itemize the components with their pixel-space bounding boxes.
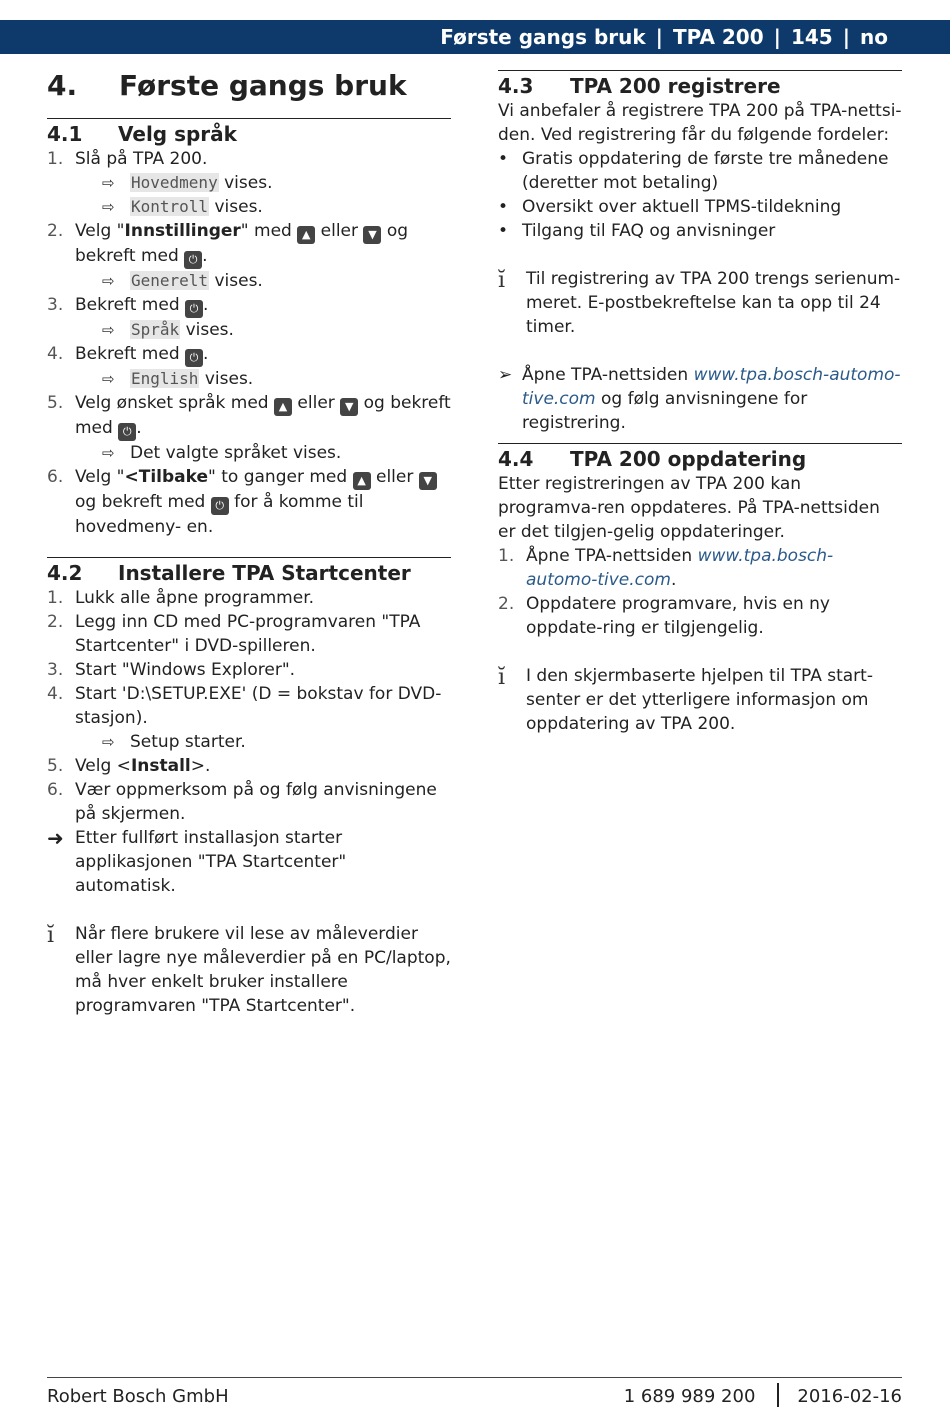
step-text: Velg <	[75, 756, 131, 776]
step-text: eller	[297, 393, 335, 413]
chapter-title-text: Første gangs bruk	[119, 69, 407, 102]
list-item: 5. Velg ønsket språk med ▲ eller ▼ og bekreft med ⏻ . ⇨ Det valgte språket vises.	[47, 393, 451, 463]
result-text: vises.	[224, 173, 273, 193]
result-line: ⇨ English vises.	[102, 369, 254, 389]
list-item: 4. Start 'D:\SETUP.EXE' (D = bokstav for DVD-stasjon). ⇨ Setup starter.	[47, 682, 451, 754]
header-product: TPA 200	[672, 25, 764, 49]
page-footer	[47, 1377, 902, 1407]
step-text: Åpne TPA-nettsiden	[526, 546, 693, 566]
up-button-icon: ▲	[297, 226, 315, 244]
website-link[interactable]: www.tpa.bosch-automo-tive.com	[526, 546, 834, 590]
result-line: ⇨ Språk vises.	[102, 320, 234, 340]
left-column	[47, 64, 451, 1018]
chapter-number: 4.	[47, 69, 78, 102]
website-link[interactable]: www.tpa.bosch-automo-tive.com	[522, 365, 901, 409]
info-note	[498, 267, 902, 339]
result-text: Det valgte språket vises.	[130, 443, 342, 463]
section-intro: Vi anbefaler å registrere TPA 200 på TPA-nettsi-den. Ved registrering får du følgende fordeler:	[498, 101, 902, 145]
down-button-icon: ▼	[363, 226, 381, 244]
step-text: .	[670, 570, 677, 590]
down-button-icon: ▼	[340, 398, 358, 416]
step-text: " med	[240, 221, 292, 241]
result-line: ⇨ Kontroll vises.	[102, 197, 263, 217]
list-item: 6. Velg "<Tilbake" to ganger med ▲ eller ▼ og bekreft med ⏻ for å komme til hovedmeny- en.	[47, 465, 451, 539]
step-text: for å komme til hovedmeny-	[75, 492, 364, 537]
screen-name: Kontroll	[131, 197, 209, 216]
step-bold: Install	[130, 756, 191, 776]
action-line: ➢ Åpne TPA-nettsiden www.tpa.bosch-automo-tive.com og følg anvisningene for registrering.	[498, 365, 901, 433]
bullet-text: Oversikt over aktuell TPMS-tildekning	[522, 197, 842, 217]
confirm-button-icon: ⏻	[184, 251, 202, 269]
result-text: vises.	[214, 271, 263, 291]
step-text: og bekreft	[363, 393, 451, 413]
section-4-1-title	[47, 118, 451, 147]
list-item: 1. Lukk alle åpne programmer.	[47, 588, 315, 608]
bullet-text: Tilgang til FAQ og anvisninger	[522, 221, 776, 241]
step-text: Lukk alle åpne programmer.	[75, 588, 315, 608]
result-text: Setup starter.	[130, 732, 246, 752]
up-button-icon: ▲	[274, 398, 292, 416]
list-item: • Gratis oppdatering de første tre månedene (deretter mot betaling)	[498, 149, 889, 193]
confirm-button-icon: ⏻	[211, 497, 229, 515]
step-text: Slå på TPA 200.	[75, 149, 208, 169]
section-4-2-title	[47, 557, 451, 586]
up-button-icon: ▲	[353, 472, 371, 490]
step-text: Velg ønsket språk med	[75, 393, 269, 413]
list-item: 3. Start "Windows Explorer".	[47, 660, 296, 680]
step-bold: Innstillinger	[124, 221, 241, 241]
section-title-text: Velg språk	[118, 122, 237, 146]
list-item: 6. Vær oppmerksom på og følg anvisningene på skjermen.	[47, 780, 437, 824]
result-line: ⇨ Generelt vises.	[102, 271, 263, 291]
result-line: ⇨ Det valgte språket vises.	[102, 443, 342, 463]
footer-company: Robert Bosch GmbH	[47, 1386, 229, 1407]
note-text: I den skjermbaserte hjelpen til TPA start-senter er det ytterligere informasjon om oppdatering av TPA 200.	[526, 666, 873, 734]
step-text: eller	[375, 467, 414, 487]
step-text: og bekreft	[75, 221, 409, 266]
language-steps	[47, 147, 451, 539]
step-text: bekreft med	[101, 492, 206, 512]
list-item: 3. Bekreft med ⏻ . ⇨ Språk vises.	[47, 293, 451, 342]
step-text: Velg "	[75, 467, 125, 487]
header-section: Første gangs bruk	[440, 25, 646, 49]
list-item: 2. Velg "Innstillinger" med ▲ eller ▼ og bekreft med ⏻ . ⇨ Generelt vises.	[47, 219, 451, 293]
screen-name: English	[131, 369, 199, 388]
step-text: Oppdatere programvare, hvis en ny oppdate-ring er tilgjengelig.	[526, 594, 830, 638]
bullet-text: Gratis oppdatering de første tre månedene (deretter mot betaling)	[522, 149, 889, 193]
list-item: 2. Legg inn CD med PC-programvaren "TPA Startcenter" i DVD-spilleren.	[47, 612, 421, 656]
section-intro: Etter registreringen av TPA 200 kan programva-ren oppdateres. På TPA-nettsiden er det tilgjen-gelig oppdateringer.	[498, 474, 880, 542]
note-text: Til registrering av TPA 200 trengs serienum-meret. E-postbekreftelse kan ta opp til 24 timer.	[526, 269, 901, 337]
update-steps	[498, 544, 902, 640]
section-title-text: TPA 200 oppdatering	[570, 447, 807, 471]
step-text: Bekreft med	[75, 344, 180, 364]
result-text: vises.	[204, 369, 254, 389]
step-text: Legg inn CD med PC-programvaren "TPA Startcenter" i DVD-spilleren.	[75, 612, 421, 656]
step-text: med	[75, 418, 113, 438]
step-text: Start 'D:\SETUP.EXE' (D = bokstav for DVD-stasjon).	[75, 684, 442, 728]
info-icon: ĭ	[47, 923, 55, 948]
screen-name: Hovedmeny	[131, 173, 218, 192]
list-item: 1. Åpne TPA-nettsiden www.tpa.bosch-automo-tive.com.	[498, 546, 834, 590]
screen-name: Språk	[131, 320, 180, 339]
info-icon: ĭ	[498, 268, 506, 293]
list-item: 4. Bekreft med ⏻ . ⇨ English vises.	[47, 342, 451, 391]
step-text: med	[140, 246, 179, 266]
result-line: ⇨ Setup starter.	[102, 732, 246, 752]
list-item: 1. Slå på TPA 200. ⇨ Hovedmeny vises. ⇨ Kontroll vises.	[47, 147, 451, 219]
screen-name: Generelt	[131, 271, 209, 290]
section-number: 4.1	[47, 122, 83, 146]
right-column	[498, 70, 902, 736]
result-line: ⇨ Hovedmeny vises.	[102, 173, 273, 193]
section-number: 4.3	[498, 74, 534, 98]
chapter-title	[47, 68, 451, 104]
step-text: og	[75, 492, 97, 512]
step-text: Start "Windows Explorer".	[75, 660, 296, 680]
list-item: 2. Oppdatere programvare, hvis en ny oppdate-ring er tilgjengelig.	[498, 594, 830, 638]
list-item: • Oversikt over aktuell TPMS-tildekning	[498, 197, 842, 217]
section-title-text: TPA 200 registrere	[570, 74, 781, 98]
list-item: 5. Velg <Install>.	[47, 756, 211, 776]
step-bold: <Tilbake	[124, 467, 209, 487]
info-icon: ĭ	[498, 665, 506, 690]
install-steps	[47, 586, 451, 826]
result-text: vises.	[214, 197, 263, 217]
section-number: 4.4	[498, 447, 534, 471]
step-text: >.	[190, 756, 211, 776]
action-text: Åpne TPA-nettsiden	[522, 365, 689, 385]
step-text: Vær oppmerksom på og følg anvisningene på skjermen.	[75, 780, 437, 824]
install-result: ➜ Etter fullført installasjon starter applikasjonen "TPA Startcenter" automatisk.	[47, 826, 347, 896]
step-text: Bekreft med	[75, 295, 180, 315]
section-title-text: Installere TPA Startcenter	[118, 561, 411, 585]
result-text: vises.	[185, 320, 234, 340]
section-4-3-title	[498, 70, 902, 99]
step-text: en.	[186, 517, 214, 537]
step-text: " to ganger med	[208, 467, 348, 487]
benefit-list	[498, 147, 902, 243]
info-note	[498, 664, 902, 736]
action-text: og følg anvisningene for registrering.	[522, 389, 808, 433]
note-text: Når flere brukere vil lese av måleverdier eller lagre nye måleverdier på en PC/laptop, må hver enkelt bruker installere programvaren "TPA Startcenter".	[75, 924, 451, 1016]
result-text: Etter fullført installasjon starter applikasjonen "TPA Startcenter" automatisk.	[75, 828, 347, 896]
footer-divider	[777, 1383, 779, 1407]
list-item: • Tilgang til FAQ og anvisninger	[498, 221, 776, 241]
confirm-button-icon: ⏻	[185, 349, 203, 367]
header-page: 145	[790, 25, 833, 49]
step-text: eller	[320, 221, 359, 241]
header-lang: no	[860, 25, 888, 49]
page-header: Første gangs bruk | TPA 200 | 145 | no	[0, 20, 950, 54]
down-button-icon: ▼	[419, 472, 437, 490]
footer-date: 2016-02-16	[797, 1386, 902, 1407]
section-4-4-title	[498, 443, 902, 472]
confirm-button-icon: ⏻	[185, 300, 203, 318]
section-number: 4.2	[47, 561, 83, 585]
confirm-button-icon: ⏻	[118, 423, 136, 441]
step-text: Velg "	[75, 221, 125, 241]
footer-docnum: 1 689 989 200	[623, 1386, 756, 1407]
info-note	[47, 922, 451, 1018]
